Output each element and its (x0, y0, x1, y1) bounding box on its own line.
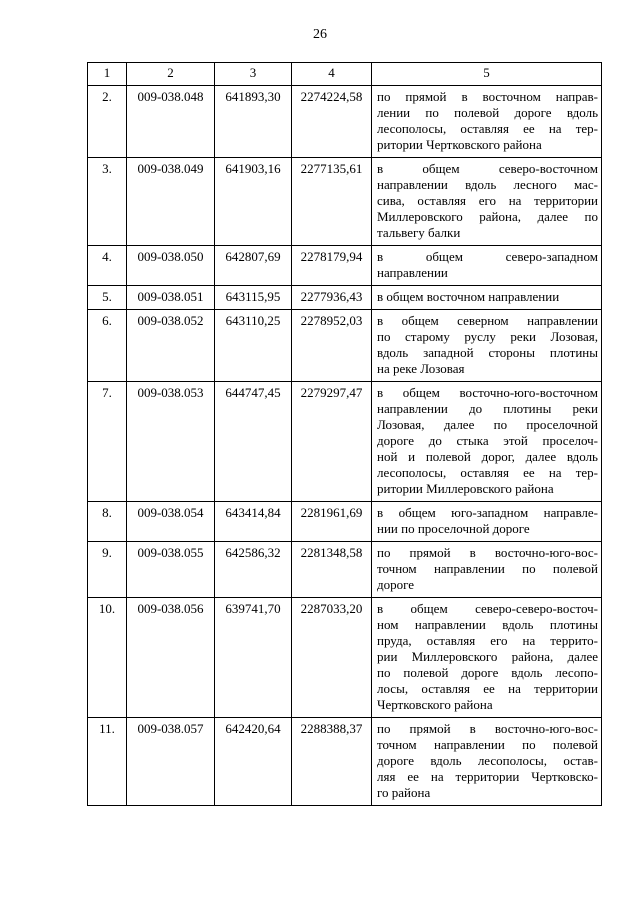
point-code: 009-038.056 (127, 598, 215, 718)
table-row (88, 542, 602, 598)
table-row (88, 718, 602, 806)
description-line: нии по проселочной дороге (377, 521, 530, 536)
row-number: 11. (88, 718, 127, 806)
description-line: лесополосы, оставляя ее на тер- (377, 121, 598, 136)
row-number: 9. (88, 542, 127, 598)
point-code: 009-038.052 (127, 310, 215, 382)
table-row (88, 502, 602, 542)
description-line: вдоль западной стороны плотины (377, 345, 598, 360)
row-number: 4. (88, 246, 127, 286)
row-number: 7. (88, 382, 127, 502)
boundary-description (372, 542, 602, 598)
description-line: лосы, оставляя ее на территории (377, 681, 598, 696)
x-coordinate: 642586,32 (215, 542, 292, 598)
description-line: по прямой в восточно-юго-вос- (377, 545, 598, 560)
description-line: дороге (377, 577, 415, 592)
description-line: ляя ее на территории Чертковско- (377, 769, 598, 784)
x-coordinate: 643115,95 (215, 286, 292, 310)
description-line: ритории Чертковского района (377, 137, 542, 152)
point-code: 009-038.057 (127, 718, 215, 806)
x-coordinate: 642420,64 (215, 718, 292, 806)
table-row (88, 246, 602, 286)
boundary-description (372, 502, 602, 542)
description-line: по прямой в восточно-юго-вос- (377, 721, 598, 736)
point-code: 009-038.048 (127, 86, 215, 158)
point-code: 009-038.051 (127, 286, 215, 310)
description-line: лении по полевой дороге вдоль (377, 105, 598, 120)
boundary-description (372, 246, 602, 286)
description-line: в общем северо-северо-восточ- (377, 601, 598, 616)
boundary-description (372, 86, 602, 158)
description-line: по полевой дороге вдоль лесопо- (377, 665, 598, 680)
column-header: 3 (215, 63, 292, 86)
table-row (88, 382, 602, 502)
description-line: Лозовая, далее по проселочной (377, 417, 598, 432)
description-line: по прямой в восточном направ- (377, 89, 598, 104)
description-line: точном направлении по полевой (377, 737, 598, 752)
point-code: 009-038.050 (127, 246, 215, 286)
description-line: рии Миллеровского района, далее (377, 649, 598, 664)
row-number: 2. (88, 86, 127, 158)
description-line: в общем северо-западном (377, 249, 598, 264)
point-code: 009-038.049 (127, 158, 215, 246)
description-line: в общем северном направлении (377, 313, 598, 328)
description-line: направлении до плотины реки (377, 401, 598, 416)
x-coordinate: 644747,45 (215, 382, 292, 502)
description-line: ном направлении вдоль плотины (377, 617, 598, 632)
table-body (88, 86, 602, 806)
description-line: в общем северо-восточном (377, 161, 598, 176)
x-coordinate: 643110,25 (215, 310, 292, 382)
description-line: лесополосы, оставляя ее на тер- (377, 465, 598, 480)
x-coordinate: 641903,16 (215, 158, 292, 246)
y-coordinate: 2281348,58 (292, 542, 372, 598)
description-line: в общем восточном направлении (377, 289, 560, 304)
description-line: направлении вдоль лесного мас- (377, 177, 598, 192)
x-coordinate: 639741,70 (215, 598, 292, 718)
boundary-description (372, 598, 602, 718)
table-header-row (88, 63, 602, 86)
boundary-description (372, 286, 602, 310)
y-coordinate: 2288388,37 (292, 718, 372, 806)
description-line: го района (377, 785, 431, 800)
x-coordinate: 643414,84 (215, 502, 292, 542)
y-coordinate: 2277135,61 (292, 158, 372, 246)
description-line: по старому руслу реки Лозовая, (377, 329, 598, 344)
column-header: 4 (292, 63, 372, 86)
description-line: в общем восточно-юго-восточном (377, 385, 598, 400)
y-coordinate: 2279297,47 (292, 382, 372, 502)
description-line: дороге вдоль лесополосы, остав- (377, 753, 598, 768)
y-coordinate: 2274224,58 (292, 86, 372, 158)
table-row (88, 598, 602, 718)
y-coordinate: 2278952,03 (292, 310, 372, 382)
point-code: 009-038.055 (127, 542, 215, 598)
x-coordinate: 641893,30 (215, 86, 292, 158)
table-row (88, 158, 602, 246)
boundary-table (87, 62, 602, 806)
y-coordinate: 2277936,43 (292, 286, 372, 310)
boundary-description (372, 158, 602, 246)
row-number: 3. (88, 158, 127, 246)
page-number: 26 (313, 27, 327, 42)
table-row (88, 86, 602, 158)
boundary-description (372, 310, 602, 382)
column-header: 1 (88, 63, 127, 86)
description-line: ной и полевой дорог, далее вдоль (377, 449, 598, 464)
description-line: сива, оставляя его на территории (377, 193, 598, 208)
table-row (88, 286, 602, 310)
table-row (88, 310, 602, 382)
description-line: тальвегу балки (377, 225, 461, 240)
description-line: ритории Миллеровского района (377, 481, 554, 496)
point-code: 009-038.053 (127, 382, 215, 502)
boundary-description (372, 382, 602, 502)
row-number: 8. (88, 502, 127, 542)
description-line: точном направлении по полевой (377, 561, 598, 576)
row-number: 10. (88, 598, 127, 718)
row-number: 6. (88, 310, 127, 382)
description-line: в общем юго-западном направле- (377, 505, 598, 520)
point-code: 009-038.054 (127, 502, 215, 542)
row-number: 5. (88, 286, 127, 310)
description-line: Миллеровского района, далее по (377, 209, 598, 224)
y-coordinate: 2278179,94 (292, 246, 372, 286)
x-coordinate: 642807,69 (215, 246, 292, 286)
column-header: 5 (372, 63, 602, 86)
description-line: Чертковского района (377, 697, 493, 712)
description-line: пруда, оставляя его на террито- (377, 633, 598, 648)
column-header: 2 (127, 63, 215, 86)
boundary-description (372, 718, 602, 806)
y-coordinate: 2281961,69 (292, 502, 372, 542)
description-line: направлении (377, 265, 448, 280)
description-line: дороге до стыка этой проселоч- (377, 433, 598, 448)
description-line: на реке Лозовая (377, 361, 465, 376)
y-coordinate: 2287033,20 (292, 598, 372, 718)
